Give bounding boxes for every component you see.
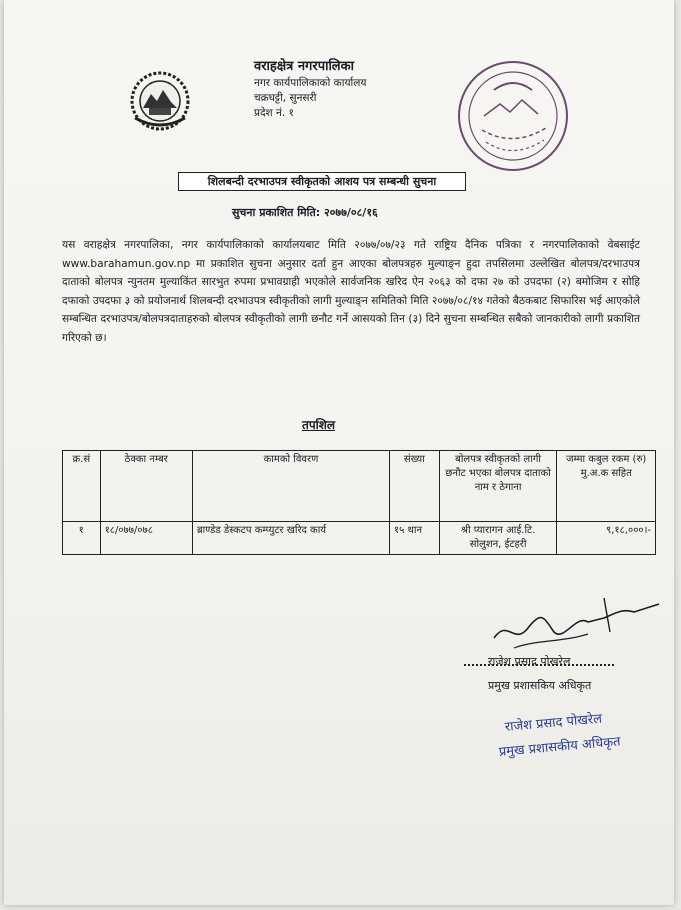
table-row [63,522,656,555]
nepal-emblem-icon [129,70,191,132]
cell-sn: १ [63,522,101,555]
province-name: प्रदेश नं. १ [254,107,294,119]
cell-amount: ९,१८,०००।- [557,522,656,555]
cell-bidder: श्री प्यारागन आई.टि. सोलुशन, ईटहरी [439,522,557,555]
office-name: नगर कार्यपालिकाको कार्यालय [254,77,367,89]
signatory-title: प्रमुख प्रशासकिय अधिकृत [488,679,592,692]
notice-body: यस वराहक्षेत्र नगरपालिका, नगर कार्यपालिकाको कार्यालयबाट मिति २०७७/०७/२३ गते राष्ट्रिय दैनिक पत्रिका र नगरपालिकाको वेबसाईट www.barahamun.gov.np मा प्रकाशित सुचना अनुसार दर्ता हुन आएका बोलपत्रहरु मुल्याङ्न हुदा तपसिलमा उल्लेखित बोलपत्र/दरभाउपत्र दाताको बोलपत्र न्युनतम मुल्याकिंत सारभुत रुपमा प्रभावग्राही भएकोले सार्वजनिक खरिद ऐन २०६३ को दफा २७ को उपदफा (२) बमोजिम र सोहि दफाको उपदफा ३ को प्रयोजनार्थ शिलबन्दी दरभाउपत्र स्वीकृतीको लागी मुल्याङ्न समितिको मिति २०७७/०८/१४ गतेको बैठकबाट सिफारिस भई आएकोले सम्बन्धित दरभाउपत्र/बोलपत्रदाताहरुको बोलपत्र स्वीकृतीको लागी छनौट गर्ने आसयको तिन (३) दिने सुचना सम्बन्धित सबैको जानकारीको लागी प्रकाशित गरिएको छ। [62,239,640,344]
seal-name: राजेश प्रसाद पोखरेल [504,711,603,735]
seal-title: प्रमुख प्रशासकीय अधिकृत [498,734,622,760]
details-heading: तपशिल [302,418,336,432]
signatory-name: राजेश प्रसाद पोखरेल [488,655,571,668]
details-table [62,450,656,555]
handwritten-signature [484,588,664,658]
header-quantity: संख्या [389,451,439,522]
document-page [4,0,674,905]
header-contract-no: ठेक्का नम्बर [100,451,192,522]
header-amount: जम्मा कबुल रकम (रु) मु.अ.क सहित [557,451,656,522]
municipality-name: वराहक्षेत्र नगरपालिका [254,59,354,74]
header-sn: क्र.सं [63,451,101,522]
header-work: कामको विवरण [192,451,389,522]
office-stamp [446,56,580,176]
notice-subject: शिलबन्दी दरभाउपत्र स्वीकृतको आशय पत्र सम्बन्धी सुचना [178,172,466,191]
office-address: चक्रघट्टी, सुनसरी [254,92,317,104]
table-header-row [63,451,656,522]
publication-date: सुचना प्रकाशित मिति: २०७७/०८/१६ [232,206,378,219]
cell-contract-no: १८/०७७/०७८ [100,522,192,555]
header-bidder: बोलपत्र स्वीकृतको लागी छनौट भएका बोलपत्र दाताको नाम र ठेगाना [439,451,557,522]
cell-quantity: १५ थान [389,522,439,555]
cell-work: ब्राण्डेड डेस्कटप कम्प्युटर खरिद कार्य [192,522,389,555]
office-header [254,58,444,121]
